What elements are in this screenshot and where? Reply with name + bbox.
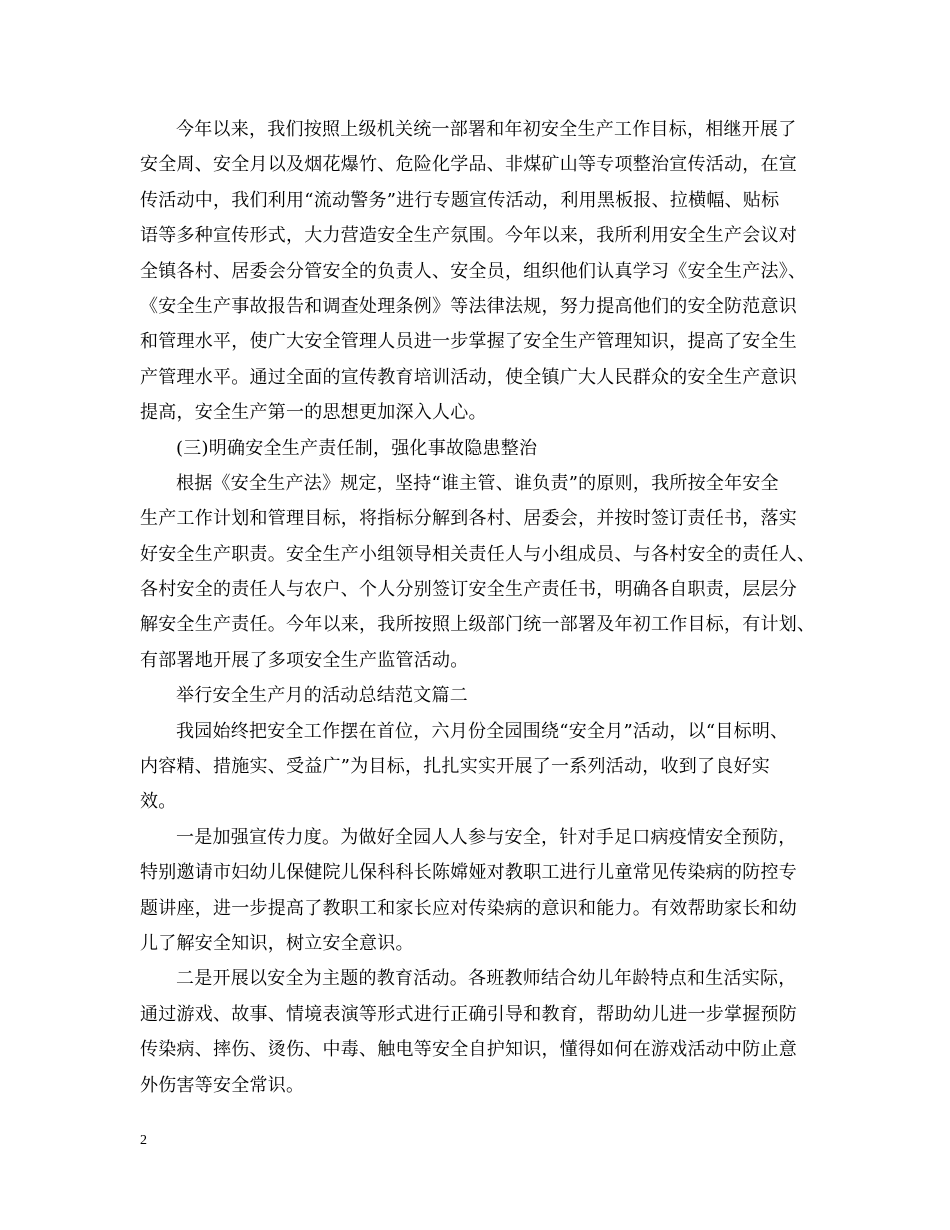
text-line: 效。 — [140, 791, 177, 813]
body-text — [140, 112, 820, 1103]
page-number: 2 — [140, 1133, 147, 1148]
text-line: 提高，安全生产第一的思想更加深入人心。 — [140, 402, 487, 424]
text-line: 有部署地开展了多项安全生产监管活动。 — [140, 649, 469, 671]
text-line: (三)明确安全生产责任制，强化事故隐患整治 — [176, 437, 538, 459]
text-line: 举行安全生产月的活动总结范文篇二 — [176, 685, 468, 707]
text-line: 安全周、安全月以及烟花爆竹、危险化学品、非煤矿山等专项整治宣传活动，在宣 — [140, 154, 797, 176]
text-line: 根据《安全生产法》规定，坚持“谁主管、谁负责”的原则，我所按全年安全 — [176, 472, 779, 494]
text-line: 各村安全的责任人与农户、个人分别签订安全生产责任书，明确各自职责，层层分 — [140, 579, 797, 601]
text-line: 传染病、摔伤、烫伤、中毒、触电等安全自护知识，懂得如何在游戏活动中防止意 — [140, 1039, 797, 1061]
text-line: 今年以来，我们按照上级机关统一部署和年初安全生产工作目标，相继开展了 — [176, 119, 797, 140]
text-line: 通过游戏、故事、情境表演等形式进行正确引导和教育，帮助幼儿进一步掌握预防 — [140, 1003, 797, 1025]
text-line: 传活动中，我们利用“流动警务”进行专题宣传活动，利用黑板报、拉横幅、贴标 — [140, 189, 780, 211]
text-line: 解安全生产责任。今年以来，我所按照上级部门统一部署及年初工作目标，有计划、 — [140, 614, 816, 636]
text-line: 外伤害等安全常识。 — [140, 1074, 305, 1096]
text-line: 和管理水平，使广大安全管理人员进一步掌握了安全生产管理知识，提高了安全生 — [140, 331, 797, 353]
text-line: 全镇各村、居委会分管安全的负责人、安全员，组织他们认真学习《安全生产法》、 — [140, 260, 807, 282]
text-line: 儿了解安全知识，树立安全意识。 — [140, 932, 414, 954]
text-line: 内容精、措施实、受益广”为目标，扎扎实实开展了一系列活动，收到了良好实 — [140, 756, 770, 778]
text-line: 二是开展以安全为主题的教育活动。各班教师结合幼儿年龄特点和生活实际， — [176, 968, 797, 990]
text-line: 我园始终把安全工作摆在首位，六月份全园围绕“安全月”活动，以“目标明、 — [176, 720, 789, 742]
text-line: 生产工作计划和管理目标，将指标分解到各村、居委会，并按时签订责任书，落实 — [140, 508, 797, 530]
text-line: 一是加强宣传力度。为做好全园人人参与安全，针对手足口病疫情安全预防， — [176, 826, 797, 848]
text-line: 《安全生产事故报告和调查处理条例》等法律法规，努力提高他们的安全防范意识 — [140, 295, 797, 317]
text-line: 好安全生产职责。安全生产小组领导相关责任人与小组成员、与各村安全的责任人、 — [140, 543, 816, 565]
text-line: 题讲座，进一步提高了教职工和家长应对传染病的意识和能力。有效帮助家长和幼 — [140, 897, 797, 919]
text-line: 产管理水平。通过全面的宣传教育培训活动，使全镇广大人民群众的安全生产意识 — [140, 366, 797, 388]
text-line: 特别邀请市妇幼儿保健院儿保科科长陈嫦娅对教职工进行儿童常见传染病的防控专 — [140, 862, 797, 884]
text-line: 语等多种宣传形式，大力营造安全生产氛围。今年以来，我所利用安全生产会议对 — [140, 225, 797, 247]
